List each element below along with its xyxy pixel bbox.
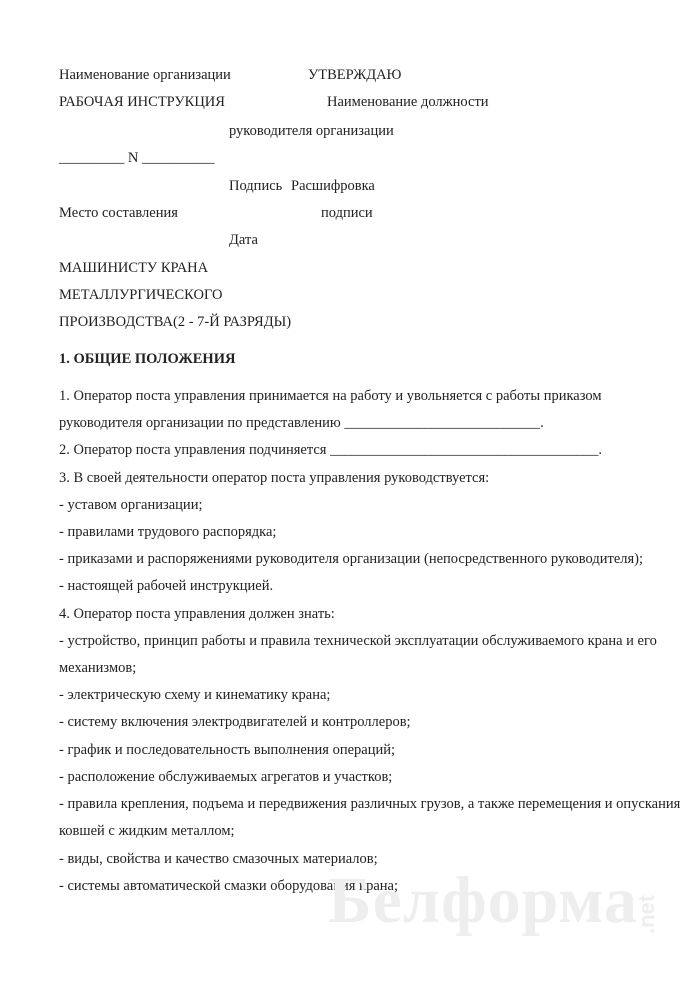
org-name-label: Наименование организации bbox=[59, 67, 231, 83]
doc-title-line-2: МЕТАЛЛУРГИЧЕСКОГО bbox=[59, 287, 223, 303]
head-label: руководителя организации bbox=[229, 123, 394, 139]
body-line: руководителя организации по представлению ___________________________. bbox=[59, 415, 544, 431]
body-line: - приказами и распоряжениями руководителя организации (непосредственного руководителя); bbox=[59, 551, 644, 567]
body-line: 3. В своей деятельности оператор поста управления руководствуется: bbox=[59, 470, 490, 486]
body-line: 4. Оператор поста управления должен знать: bbox=[59, 606, 335, 622]
body-line: - систему включения электродвигателей и контроллеров; bbox=[59, 714, 411, 730]
doc-type: РАБОЧАЯ ИНСТРУКЦИЯ bbox=[59, 94, 225, 110]
body-line: механизмов; bbox=[59, 660, 137, 676]
body-line: - правила крепления, подъема и передвижения различных грузов, а также перемещения и опускания bbox=[59, 796, 681, 812]
number-line: _________ N __________ bbox=[59, 150, 215, 166]
body-line: 1. Оператор поста управления принимается на работу и увольняется с работы приказом bbox=[59, 388, 602, 404]
body-line: ковшей с жидким металлом; bbox=[59, 823, 235, 839]
section-heading: 1. ОБЩИЕ ПОЛОЖЕНИЯ bbox=[59, 351, 236, 367]
place-label: Место составления bbox=[59, 205, 178, 221]
body-line: - график и последовательность выполнения операций; bbox=[59, 742, 396, 758]
watermark-logo: Белформа bbox=[328, 864, 638, 937]
body-line: 2. Оператор поста управления подчиняется _____________________________________. bbox=[59, 442, 602, 458]
watermark-suffix: .net bbox=[634, 894, 659, 934]
doc-title-line-1: МАШИНИСТУ КРАНА bbox=[59, 260, 209, 276]
body-line: - системы автоматической смазки оборудования крана; bbox=[59, 878, 399, 894]
doc-title-line-3: ПРОИЗВОДСТВА(2 - 7-Й РАЗРЯДЫ) bbox=[59, 314, 292, 330]
position-label: Наименование должности bbox=[327, 94, 489, 110]
signature-label: Подпись bbox=[229, 178, 283, 194]
body-line: - устройство, принцип работы и правила технической эксплуатации обслуживаемого крана и его bbox=[59, 633, 657, 649]
body-line: - уставом организации; bbox=[59, 497, 203, 513]
date-label: Дата bbox=[229, 232, 258, 248]
body-line: - настоящей рабочей инструкцией. bbox=[59, 578, 274, 594]
signature-suffix: подписи bbox=[321, 205, 373, 221]
body-line: - расположение обслуживаемых агрегатов и участков; bbox=[59, 769, 393, 785]
body-line: - виды, свойства и качество смазочных материалов; bbox=[59, 851, 378, 867]
body-line: - электрическую схему и кинематику крана; bbox=[59, 687, 331, 703]
decode-label: Расшифровка bbox=[291, 178, 375, 194]
body-line: - правилами трудового распорядка; bbox=[59, 524, 277, 540]
approve-label: УТВЕРЖДАЮ bbox=[308, 67, 402, 83]
